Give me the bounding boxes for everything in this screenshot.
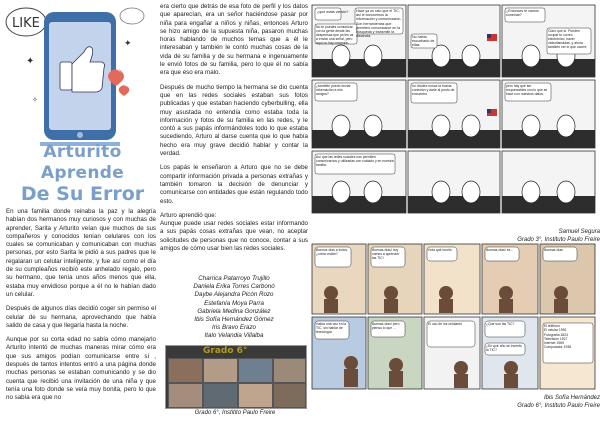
comic-bubble: no olvides nunca la buena conexión y darle al punto de encuentro	[412, 84, 455, 96]
paragraph: Después de mucho tiempo la hermana se dio cuenta que en las redes sociales estaban sus fotos publicadas y que estaban haciendo cyberbulling, ella muy asustada no entendía como estaba toda la información y fotos de su familia en las redes, y le contó a sus papás informándoles todo lo que estaba sucediendo, Arturo al darse cuenta que lo que había hecho era muy grave decidió hablar y contar la verdad.	[160, 83, 308, 158]
author: Iris Bravo Erazo	[211, 324, 256, 332]
comic-bubble: pero hay que ser responsables con lo que se hace con nuestros datos.	[506, 84, 548, 96]
paragraph: Los papás le enseñaron a Arturo que no se debe compartir información privada a personas extrañas y también tomaron la decisión de denunciar y comunicarse con entidades que están regulando todo esto.	[160, 164, 308, 205]
author: Estefanía Moya Parra	[204, 299, 264, 307]
comic-bubble: ¿Entonces te vamos conectar?	[506, 9, 539, 18]
timeline-list: El teléfono El celular 1992 Fotografía 1824 Televisión 1927 Internet 1969 Computador 1936	[544, 324, 572, 350]
comic-bubble: ¿En qué año se inventó la TIC?	[486, 344, 522, 352]
comic-bubble: ¿también puedo enviar información a mis amigos?	[316, 84, 351, 96]
paragraph: En una familia donde reinaba la paz y la alegría habían dos hermanos muy curiosos y con muchas de aprender, Sarita y Arturito veían que muchos de sus compañeros y conocidos tenían celulares con los cuales se comunicaban y comunicaban con muchas personas, por esto Sarita le pidió a sus padres que le regalaran un celular inteligente, y fue así como el día de su cumpleaños recibió este anhelado regalo, pero su hermano, que tenía unos años menos que ella, estaba muy envidioso porque a él no le habían dado un celular.	[6, 208, 156, 298]
caption-school: Grado 6°, Instituto Paulo Freire	[517, 402, 600, 409]
comic-bubble: Buenos días a todos, ¿cómo están?	[316, 248, 348, 256]
comic2-caption	[430, 395, 600, 410]
story-column-2	[160, 3, 308, 259]
author: Ibis Sofía Hernández Gómez	[194, 316, 274, 324]
paragraph: Después de algunos días decidió coger sin permiso el celular de su hermana, aprovechando que había salido de casa y que llegaría hasta la noche.	[6, 305, 156, 329]
paragraph: Arturo aprendió que:	[160, 211, 217, 219]
author: Charrica Patarroyo Trujillo	[198, 275, 270, 282]
comic-bubble: No había escuchado de ellas.	[412, 35, 435, 48]
comic-bubble: Buenas días! hoy vamos a aprender las TIC!	[372, 248, 400, 260]
svg-text:✧: ✧	[32, 97, 38, 104]
paragraph: Aunque por su corta edad no sabía cómo manejarlo Arturito intentó de muchas maneras mirar cómo era que sus amigos podían comunicarse entre sí , después de tantos intentos entró a una página donde muchas personas se estaban comunicando y se dio cuenta que recibió una invitación de una niña y que tenía una foto donde se veía muy bonita, pero lo que no sabía era que no	[6, 336, 156, 402]
like-word: LIKE	[12, 16, 40, 31]
author: Daniela Erika Torres Carbonó	[193, 283, 275, 291]
comic-bubble: ¿Que son las TIC?	[486, 322, 515, 326]
comic-bubble: Buenas días! es...	[486, 248, 514, 252]
comic-bubble: ¿qué estás viendo?	[317, 10, 349, 14]
comic-bubble: El uso de los celulares	[428, 322, 462, 326]
authors-list	[160, 275, 308, 341]
caption-name: Samuel Segura	[558, 229, 600, 235]
svg-text:✦: ✦	[124, 38, 132, 48]
svg-text:✦: ✦	[26, 56, 35, 67]
comic-bubble: Hola qué bonito	[428, 248, 452, 252]
story-column-1	[6, 208, 156, 409]
comic-bubble: Así que las redes sociales nos permiten comunicarnos y utilizarlas con cuidado y en nuestra familia.	[316, 155, 394, 167]
photo-label: Grado 6°	[203, 346, 248, 356]
article-title	[10, 142, 155, 205]
comic1-caption	[430, 229, 600, 244]
paragraph: Aunque puede usar redes sociales estar informando a sus papás cosas extrañas que vean, no aceptar solicitudes de personas que no conoce, contar a sus amigos de cómo usar bien las redes sociales.	[160, 220, 308, 253]
photo-caption: Grado 6°, Institito Paulo Freire	[194, 410, 276, 416]
comic-bubble: Hace ya un rato que el TIC, así le conocemos la información y comunicación. Son herramientas que permiten comunicarse en la búsqueda y transmitir la distancia.	[356, 9, 402, 39]
caption-school: Grado 3°, Instituto Paulo Freire	[517, 236, 600, 243]
comic-bubble: No te puedes comunicar con la gente desde las despensas que ya les va a enviar una señal, pero aquí no hay conexión.	[316, 25, 354, 45]
title-line-2: De Su Error	[20, 183, 145, 205]
comic-bubble: Buenas días! pero pienso lo que ...	[372, 322, 400, 330]
paragraph: era cierto que detrás de esa foto de perfil y los datos que aparecían, era un señor haciéndose pasar por niña para engañar a niños y niñas, entonces Arturo se hizo amigo de la supuesta niña, pasaron muchas horas hablando de muchos temas que a él le interesaban y también le contó muchas cosas de la vida de su familia y de su hermana e ingenuamente le envió fotos de su familia, pero lo que él no sabía era que eso era malo.	[160, 3, 308, 77]
author: Italo Velandia Villalba	[204, 332, 264, 340]
author: Daybe Alejandra Picón Rozo	[194, 291, 274, 299]
comic-bubble: Buenas días	[544, 248, 563, 252]
title-line-1: Arturito Aprende	[40, 142, 125, 183]
author: Gabriela Medina González	[197, 307, 271, 315]
comic-bubble: Había una vez en la TIC, sin hablar de tecnología	[316, 322, 347, 334]
comic-strip-1	[311, 4, 596, 215]
comic-strip-2	[311, 243, 596, 391]
comic-bubble: Claro que sí. Puedes ocupar tu correo electrónico, hacer videollamadas, y ahora también ver lo que ocurre.	[548, 29, 588, 49]
caption-name: Ibis Sofía Hernández	[543, 395, 600, 401]
